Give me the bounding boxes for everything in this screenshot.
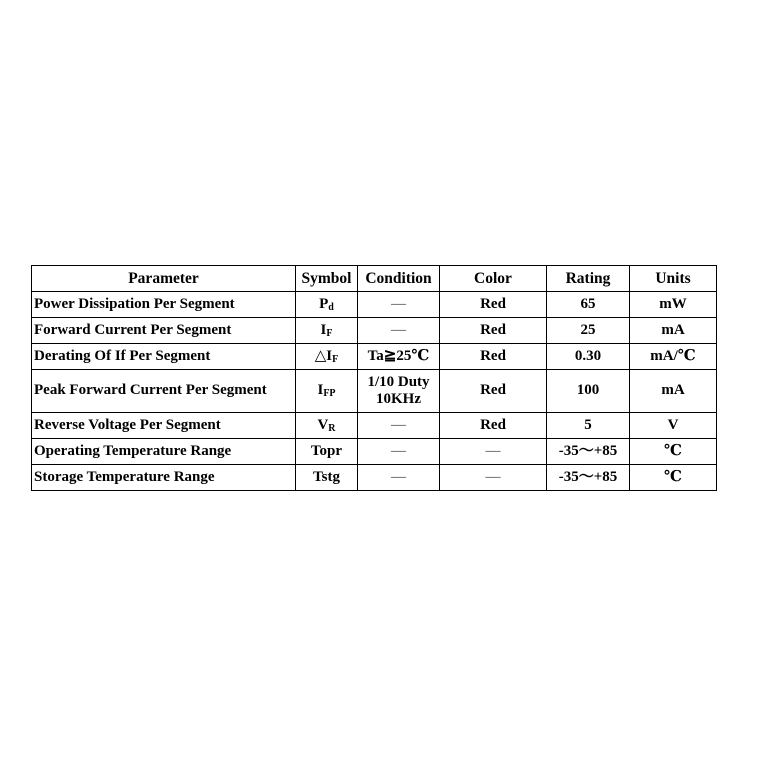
header-parameter: Parameter: [32, 266, 296, 292]
color-cell: Red: [440, 413, 547, 439]
color-cell: Red: [440, 370, 547, 413]
table-row: [32, 465, 717, 491]
header-units: Units: [630, 266, 717, 292]
condition-cell: [358, 465, 440, 491]
condition-cell: [358, 318, 440, 344]
units-cell: mA: [630, 318, 717, 344]
rating-cell: 100: [547, 370, 630, 413]
symbol-main: Tstg: [313, 468, 340, 485]
header-color: Color: [440, 266, 547, 292]
condition-cell: [358, 413, 440, 439]
rating-cell: -35～+85: [547, 439, 630, 465]
parameter-cell: Forward Current Per Segment: [32, 318, 296, 344]
symbol-subscript: F: [326, 327, 333, 339]
condition-cell: Ta≧25℃: [358, 344, 440, 370]
symbol-main: Topr: [310, 442, 343, 459]
color-cell: [440, 465, 547, 491]
color-value: —: [485, 468, 501, 485]
rating-cell: -35～+85: [547, 465, 630, 491]
color-cell: Red: [440, 318, 547, 344]
condition-value: —: [391, 321, 406, 338]
symbol-main: I: [317, 382, 324, 399]
header-symbol: Symbol: [296, 266, 358, 292]
condition-cell: [358, 370, 440, 413]
header-rating: Rating: [547, 266, 630, 292]
condition-cell: [358, 439, 440, 465]
table-row: [32, 344, 717, 370]
symbol-main: V: [317, 416, 329, 433]
symbol-cell: [296, 370, 358, 413]
units-cell: ℃: [630, 465, 717, 491]
parameter-cell: Derating Of If Per Segment: [32, 344, 296, 370]
color-value: —: [485, 442, 501, 459]
units-cell: V: [630, 413, 717, 439]
units-cell: ℃: [630, 439, 717, 465]
symbol-subscript: d: [328, 301, 334, 313]
color-cell: Red: [440, 292, 547, 318]
parameter-cell: Power Dissipation Per Segment: [32, 292, 296, 318]
condition-value: —: [391, 416, 406, 433]
symbol-main: I: [320, 321, 327, 338]
symbol-cell: [296, 292, 358, 318]
symbol-main: △I: [314, 347, 333, 364]
table-row: [32, 292, 717, 318]
parameter-cell: Reverse Voltage Per Segment: [32, 413, 296, 439]
symbol-cell: [296, 439, 358, 465]
table-row: [32, 318, 717, 344]
condition-value: —: [391, 442, 406, 459]
symbol-cell: [296, 413, 358, 439]
table-row: [32, 439, 717, 465]
symbol-cell: [296, 318, 358, 344]
symbol-subscript: R: [328, 422, 336, 434]
color-cell: [440, 439, 547, 465]
symbol-main: P: [319, 295, 329, 312]
rating-cell: 5: [547, 413, 630, 439]
parameter-cell: Operating Temperature Range: [32, 439, 296, 465]
rating-cell: 65: [547, 292, 630, 318]
condition-value: —: [391, 295, 406, 312]
units-cell: mA/℃: [630, 344, 717, 370]
table-row: [32, 413, 717, 439]
rating-cell: 0.30: [547, 344, 630, 370]
table-row: [32, 370, 717, 413]
units-cell: mA: [630, 370, 717, 413]
condition-cell: [358, 292, 440, 318]
units-cell: mW: [630, 292, 717, 318]
symbol-cell: [296, 344, 358, 370]
symbol-subscript: FP: [323, 388, 336, 400]
table-header-row: [32, 266, 717, 292]
parameter-cell: Peak Forward Current Per Segment: [32, 370, 296, 413]
condition-value: —: [391, 468, 406, 485]
symbol-subscript: F: [332, 353, 339, 365]
parameter-cell: Storage Temperature Range: [32, 465, 296, 491]
absolute-maximum-ratings-table: [31, 265, 717, 491]
rating-cell: 25: [547, 318, 630, 344]
symbol-cell: [296, 465, 358, 491]
header-condition: Condition: [358, 266, 440, 292]
condition-line-1: 1/10 Duty: [367, 373, 430, 390]
color-cell: Red: [440, 344, 547, 370]
condition-line-2: 10KHz: [376, 391, 421, 407]
